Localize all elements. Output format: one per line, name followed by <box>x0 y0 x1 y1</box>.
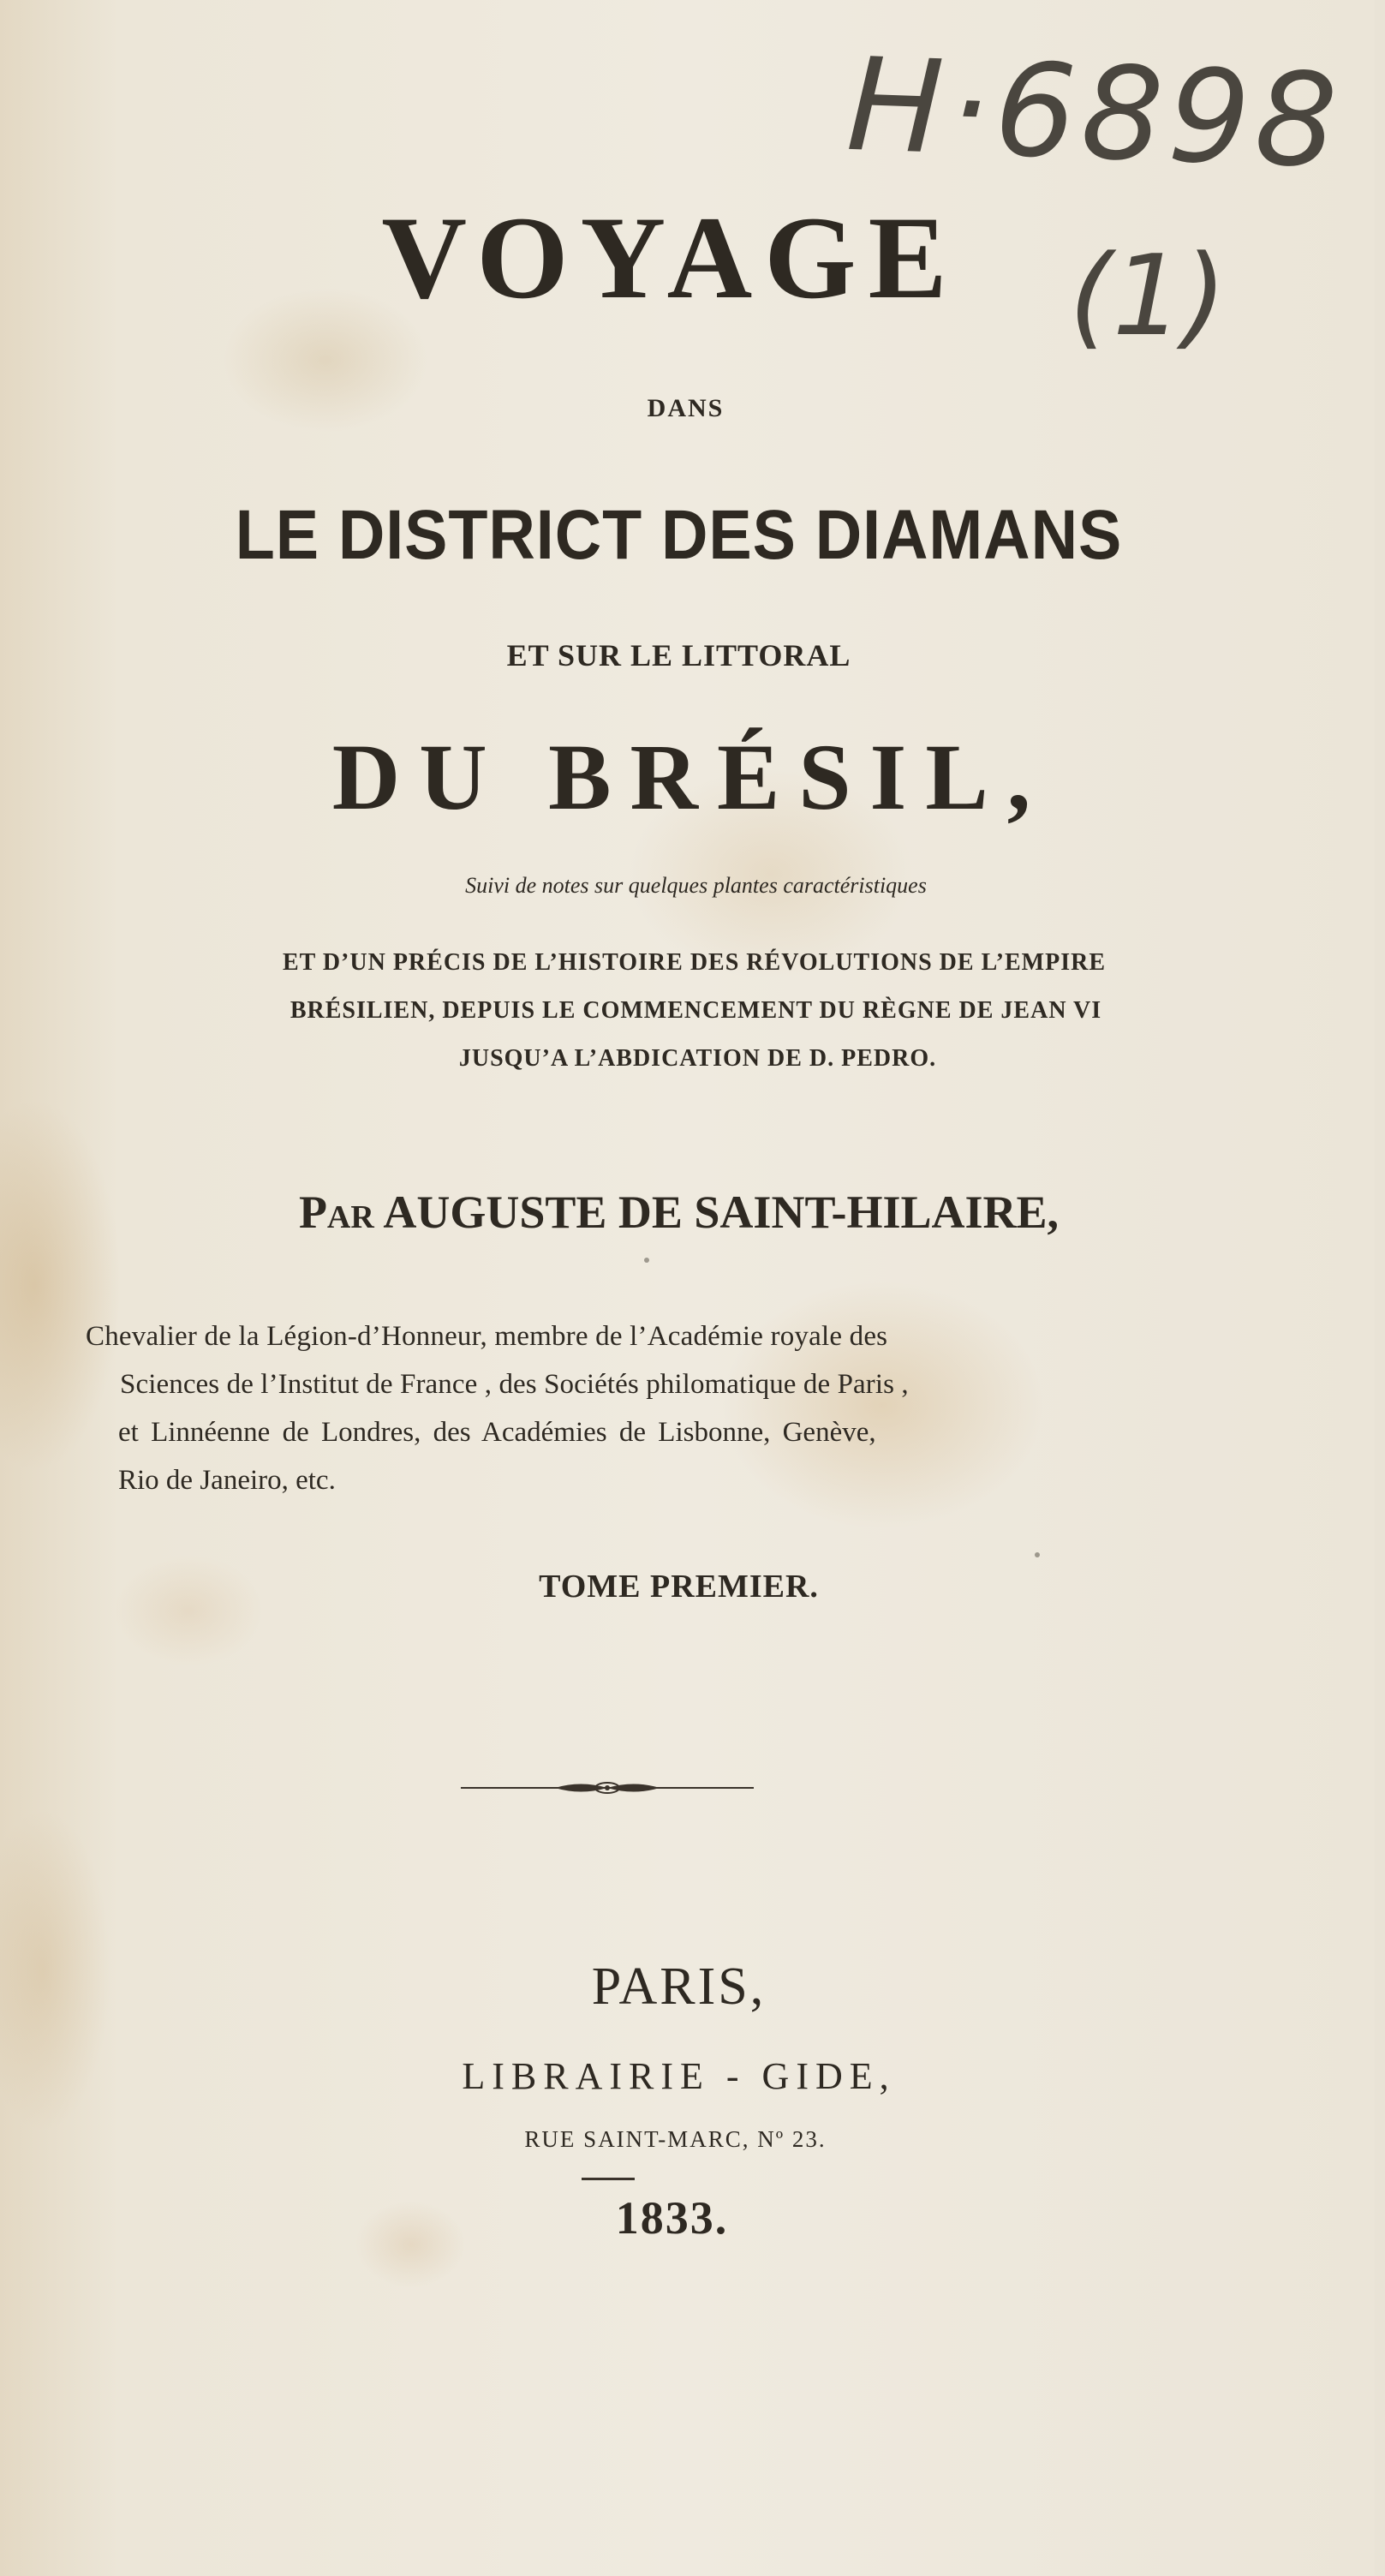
credentials-line-1: Chevalier de la Légion-d’Honneur, membre de l’Académie royale des <box>86 1321 888 1352</box>
precis-line-3: JUSQU’A L’ABDICATION DE D. PEDRO. <box>458 1045 937 1072</box>
ornamental-rule <box>461 1775 754 1801</box>
subtitle-line-2: ET SUR LE LITTORAL <box>506 638 851 672</box>
precis-line-1: ET D’UN PRÉCIS DE L’HISTOIRE DES RÉVOLUTIONS DE L’EMPIRE <box>282 949 1106 976</box>
author-line: Par AUGUSTE DE SAINT-HILAIRE, <box>298 1186 1060 1238</box>
precis-line-2: BRÉSILIEN, DEPUIS LE COMMENCEMENT DU RÈGNE DE JEAN VI <box>290 997 1102 1024</box>
paper-speck <box>1035 1552 1040 1557</box>
imprint-year: 1833. <box>615 2192 729 2244</box>
subtitle-line-3: DU BRÉSIL, <box>331 725 1050 829</box>
credentials-line-4: Rio de Janeiro, etc. <box>118 1465 336 1496</box>
subtitle-line-1: LE DISTRICT DES DIAMANS <box>235 496 1123 574</box>
book-title: VOYAGE <box>381 192 959 323</box>
paper-speck <box>644 1258 649 1263</box>
credentials-line-3: et Linnéenne de Londres, des Académies de Lisbonne, Genève, <box>118 1417 876 1448</box>
credentials-line-2: Sciences de l’Institut de France , des Sociétés philomatique de Paris , <box>120 1369 909 1400</box>
shelfmark-line1: H·6898 <box>844 30 1345 197</box>
shelfmark-line2: (1) <box>1069 230 1227 361</box>
author-credentials <box>86 1312 1131 1504</box>
volume-label: TOME PREMIER. <box>539 1569 819 1605</box>
title-connector: DANS <box>647 394 725 422</box>
imprint-publisher: LIBRAIRIE - GIDE, <box>462 2055 896 2097</box>
imprint-address: RUE SAINT-MARC, Nº 23. <box>524 2126 827 2152</box>
imprint-city: PARIS, <box>591 1957 767 2016</box>
year-divider <box>582 2178 635 2180</box>
supplement-note: Suivi de notes sur quelques plantes caractéristiques <box>465 873 927 898</box>
